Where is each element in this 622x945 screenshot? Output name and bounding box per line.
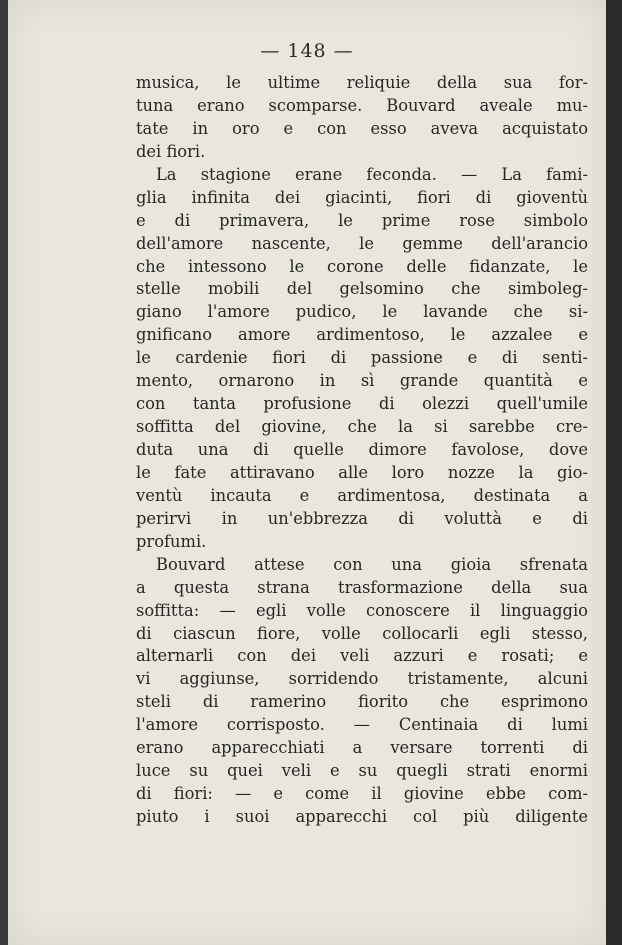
text-line: di fiori: — e come il giovine ebbe com- bbox=[136, 784, 588, 804]
text-line: dei fiori. bbox=[136, 141, 206, 161]
text-line: piuto i suoi apparecchi col più diligente bbox=[136, 807, 588, 826]
text-line: tuna erano scomparse. Bouvard aveale mu- bbox=[136, 95, 588, 115]
text-line: vi aggiunse, sorridendo tristamente, alcuni bbox=[136, 669, 588, 689]
page-edge-shadow bbox=[606, 0, 622, 945]
text-line: steli di ramerino fiorito che esprimono bbox=[136, 692, 588, 712]
text-line: giano l'amore pudico, le lavande che si- bbox=[136, 302, 588, 322]
text-line: di ciascun fiore, volle collocarli egli stesso, bbox=[136, 623, 588, 643]
text-line: musica, le ultime reliquie della sua for- bbox=[136, 73, 588, 92]
text-line: mento, ornarono in sì grande quantità e bbox=[136, 371, 588, 391]
text-line: luce su quei veli e su quegli strati enormi bbox=[136, 761, 588, 781]
text-line: dell'amore nascente, le gemme dell'arancio bbox=[136, 233, 588, 253]
text-line: glia infinita dei giacinti, fiori di gioventù bbox=[136, 187, 588, 207]
text-line: gnificano amore ardimentoso, le azzalee e bbox=[136, 325, 588, 345]
text-line: alternarli con dei veli azzuri e rosati; e bbox=[136, 646, 588, 666]
text-line: con tanta profusione di olezzi quell'umile bbox=[136, 394, 588, 414]
text-line: stelle mobili del gelsomino che simboleg- bbox=[136, 279, 588, 299]
text-line: soffitta: — egli volle conoscere il linguaggio bbox=[136, 600, 588, 620]
text-line: le cardenie fiori di passione e di senti- bbox=[136, 348, 588, 368]
text-line: perirvi in un'ebbrezza di voluttà e di bbox=[136, 508, 588, 528]
text-line: a questa strana trasformazione della sua bbox=[136, 577, 588, 597]
text-line: erano apparecchiati a versare torrenti di bbox=[136, 738, 588, 758]
text-line: Bouvard attese con una gioia sfrenata bbox=[156, 554, 588, 574]
text-line: profumi. bbox=[136, 531, 207, 551]
text-line: l'amore corrisposto. — Centinaia di lumi bbox=[136, 715, 588, 735]
body-text bbox=[136, 72, 588, 829]
text-line: ventù incauta e ardimentosa, destinata a bbox=[136, 485, 588, 505]
text-line: La stagione erane feconda. — La fami- bbox=[156, 164, 588, 184]
text-line: duta una di quelle dimore favolose, dove bbox=[136, 440, 588, 459]
page-number: — 148 — bbox=[260, 40, 354, 62]
text-line: che intessono le corone delle fidanzate, le bbox=[136, 256, 588, 276]
text-line: le fate attiravano alle loro nozze la gio- bbox=[136, 462, 588, 482]
text-line: e di primavera, le prime rose simbolo bbox=[136, 210, 588, 230]
text-line: tate in oro e con esso aveva acquistato bbox=[136, 118, 588, 138]
text-line: soffitta del giovine, che la si sarebbe cre- bbox=[136, 417, 588, 437]
book-page bbox=[8, 0, 606, 945]
